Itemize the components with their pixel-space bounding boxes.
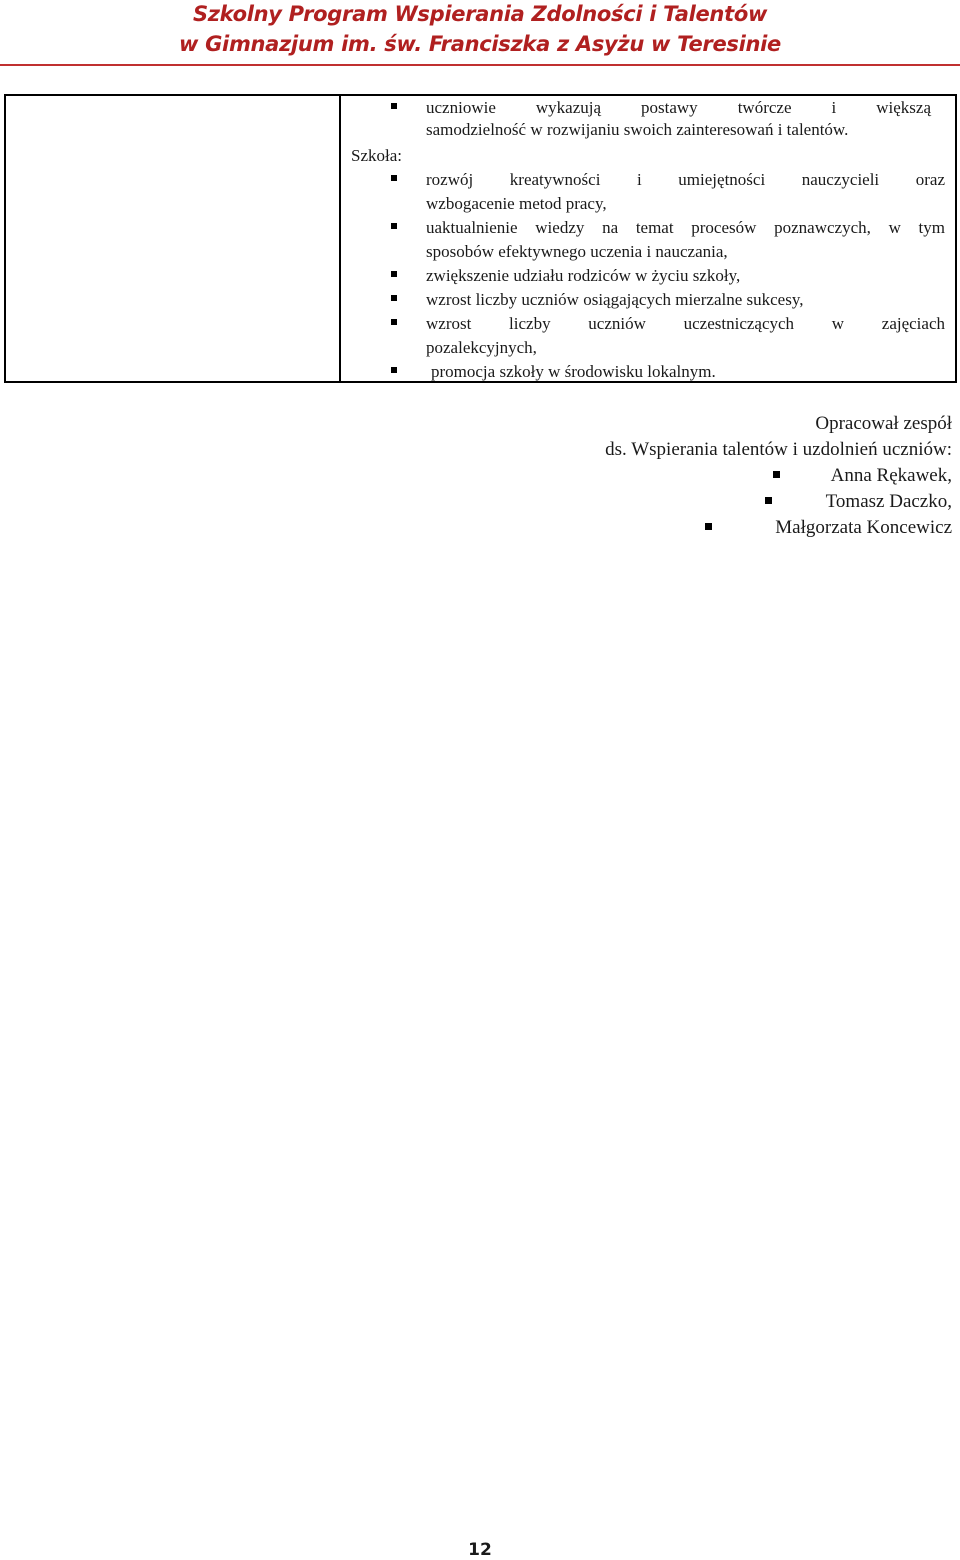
- list-item-2-line2: sposobów efektywnego uczenia i nauczania,: [426, 242, 728, 261]
- header-title-line1: Szkolny Program Wspierania Zdolności i Talentów: [192, 2, 768, 26]
- list-item-4: wzrost liczby uczniów osiągających mierzalne sukcesy,: [426, 290, 804, 309]
- signature-member-1: Anna Rękawek,: [830, 465, 952, 486]
- page-number: 12: [468, 1540, 492, 1560]
- bullet-icon: [391, 271, 397, 277]
- list-item-5-line2: pozalekcyjnych,: [426, 338, 537, 357]
- bullet-icon: [773, 471, 780, 478]
- list-item-2-line1: uaktualnienie wiedzy na temat procesów poznawczych, w tym: [426, 218, 945, 237]
- table-right-cell: [340, 95, 956, 382]
- bullet-icon: [391, 295, 397, 301]
- signature-member-2: Tomasz Daczko,: [825, 491, 952, 512]
- bullet-icon: [391, 103, 397, 109]
- bullet-icon: [705, 523, 712, 530]
- signature-line1: Opracował zespół: [815, 413, 952, 434]
- signature-line2: ds. Wspierania talentów i uzdolnień uczniów:: [605, 439, 952, 460]
- bullet-icon: [391, 319, 397, 325]
- list-item-6: promocja szkoły w środowisku lokalnym.: [431, 362, 716, 381]
- list-item-students-line2: samodzielność w rozwijaniu swoich zainteresowań i talentów.: [426, 120, 849, 139]
- school-label: Szkoła:: [351, 146, 402, 165]
- list-item-3: zwiększenie udziału rodziców w życiu szkoły,: [426, 266, 741, 285]
- signature-member-3: Małgorzata Koncewicz: [775, 517, 952, 538]
- bullet-icon: [391, 175, 397, 181]
- content-table: [4, 94, 957, 383]
- bullet-icon: [391, 367, 397, 373]
- header-title-line2: w Gimnazjum im. św. Franciszka z Asyżu w Teresinie: [179, 32, 781, 56]
- list-item-1-line2: wzbogacenie metod pracy,: [426, 194, 607, 213]
- header-rule: [0, 64, 960, 66]
- table-left-cell: [5, 95, 340, 382]
- list-item-students-line1: uczniowie wykazują postawy twórcze i większą: [426, 98, 931, 117]
- bullet-icon: [391, 223, 397, 229]
- list-item-5-line1: wzrost liczby uczniów uczestniczących w zajęciach: [426, 314, 945, 333]
- bullet-icon: [765, 497, 772, 504]
- list-item-1-line1: rozwój kreatywności i umiejętności nauczycieli oraz: [426, 170, 945, 189]
